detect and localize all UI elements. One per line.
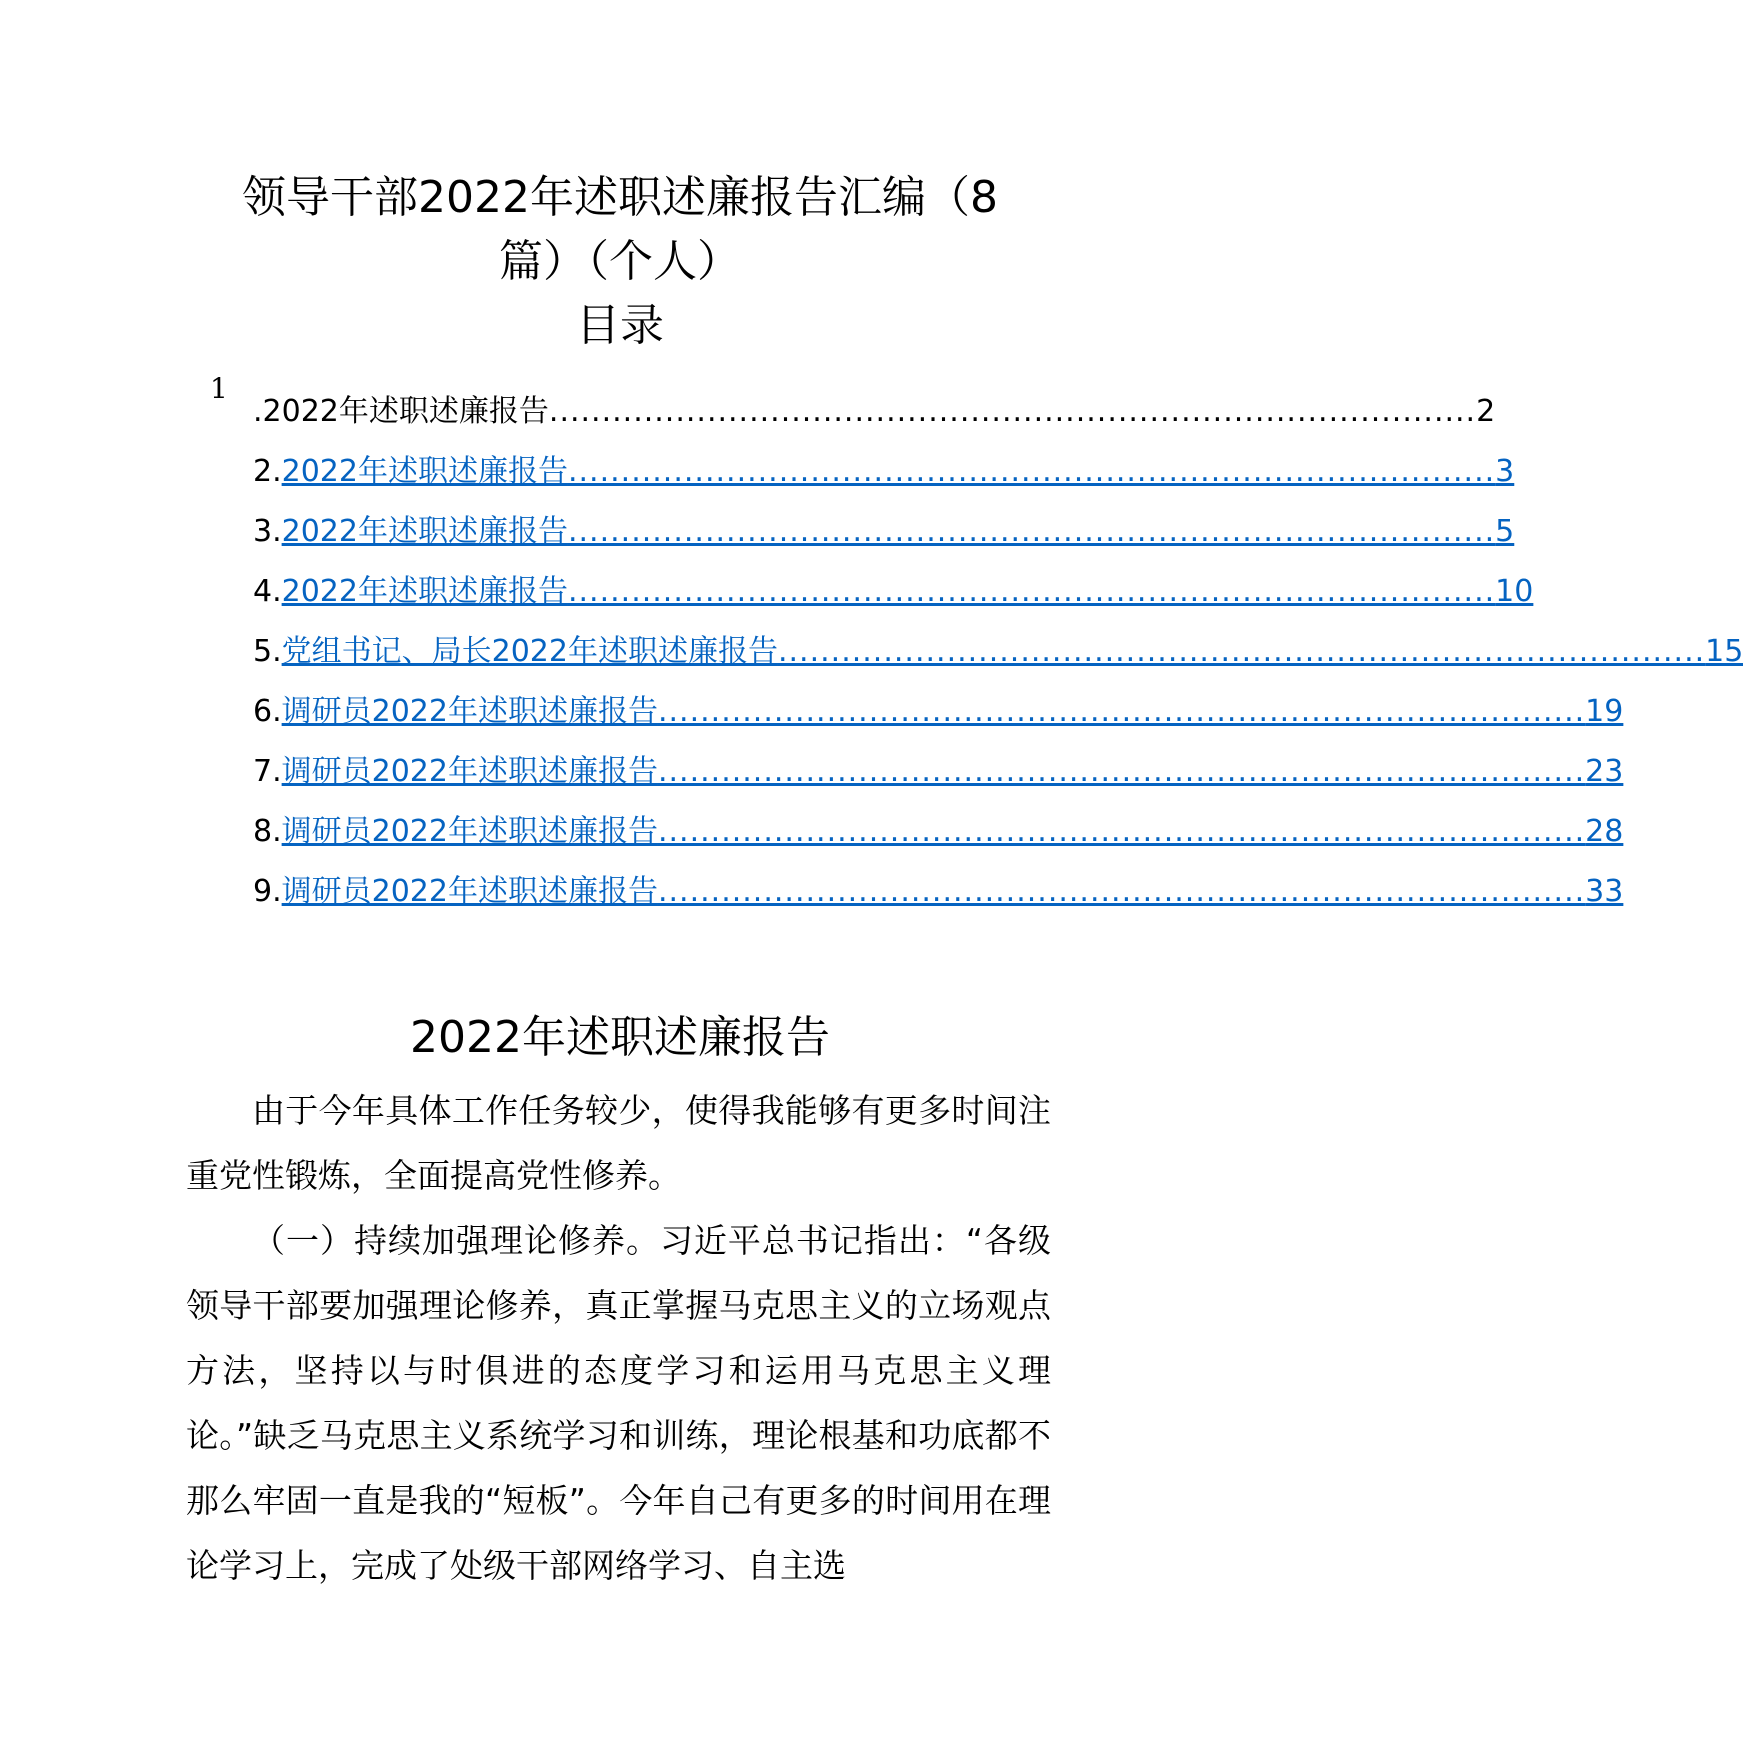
toc-entry-page[interactable]: 23 <box>1585 754 1624 789</box>
document-title-line2: 篇）（个人） <box>499 236 741 287</box>
toc-leader-dots: ........................................................................................ <box>548 394 1477 429</box>
toc-entry[interactable] <box>253 632 1743 672</box>
toc-entry-number: 8. <box>253 814 282 849</box>
toc-entry-number: . <box>253 394 263 429</box>
toc-entry-number: 6. <box>253 694 282 729</box>
toc-entry <box>253 392 1496 432</box>
toc-entry-page[interactable]: 10 <box>1495 574 1534 609</box>
toc-leader-dots: ........................................................................................ <box>567 514 1496 549</box>
toc-leader-dots: ........................................................................................ <box>777 634 1706 669</box>
toc-leader-dots: ........................................................................................ <box>657 814 1586 849</box>
toc-entry-page[interactable]: 3 <box>1495 454 1515 489</box>
toc-entry[interactable] <box>253 812 1624 852</box>
toc-leader-dots: ........................................................................................ <box>567 574 1496 609</box>
toc-entry[interactable] <box>253 572 1534 612</box>
toc-entry-label: 2022年述职述廉报告 <box>262 394 549 429</box>
section-title: 2022年述职述廉报告 <box>410 1012 830 1063</box>
toc-page-marker: 1 <box>210 372 228 405</box>
toc-entry-number: 2. <box>253 454 282 489</box>
toc-entry-page[interactable]: 33 <box>1585 874 1624 909</box>
toc-leader-dots: ........................................................................................ <box>567 454 1496 489</box>
toc-entry-page: 2 <box>1476 394 1496 429</box>
toc-entry-label[interactable]: 调研员2022年述职述廉报告 <box>281 814 658 849</box>
toc-entry-number: 4. <box>253 574 282 609</box>
toc-entry[interactable] <box>253 452 1515 492</box>
toc-leader-dots: ........................................................................................ <box>657 694 1586 729</box>
toc-entry-number: 3. <box>253 514 282 549</box>
toc-entry[interactable] <box>253 872 1624 912</box>
toc-entry-label[interactable]: 调研员2022年述职述廉报告 <box>281 874 658 909</box>
toc-leader-dots: ........................................................................................ <box>657 874 1586 909</box>
toc-heading: 目录 <box>576 300 664 351</box>
toc-leader-dots: ........................................................................................ <box>657 754 1586 789</box>
toc-entry-number: 5. <box>253 634 282 669</box>
toc-entry-page[interactable]: 19 <box>1585 694 1624 729</box>
toc-entry-label[interactable]: 2022年述职述廉报告 <box>281 574 568 609</box>
toc-entry[interactable] <box>253 692 1624 732</box>
toc-entry-label[interactable]: 党组书记、局长2022年述职述廉报告 <box>281 634 778 669</box>
toc-entry-label[interactable]: 调研员2022年述职述廉报告 <box>281 754 658 789</box>
toc-entry-page[interactable]: 28 <box>1585 814 1624 849</box>
document-title-line1: 领导干部2022年述职述廉报告汇编（8 <box>242 172 998 223</box>
body-paragraph-2: （一）持续加强理论修养。习近平总书记指出：“各级领导干部要加强理论修养，真正掌握马克思主义的立场观点方法，坚持以与时俱进的态度学习和运用马克思主义理论。”缺乏马克思主义系统学习和训练，理论根基和功底都不那么牢固一直是我的“短板”。今年自己有更多的时间用在理论学习上，完成了处级干部网络学习、自主选 <box>186 1221 1051 1585</box>
toc-entry-number: 9. <box>253 874 282 909</box>
body-paragraph-1: 由于今年具体工作任务较少，使得我能够有更多时间注重党性锻炼，全面提高党性修养。 <box>186 1091 1051 1195</box>
toc-entry-page[interactable]: 15 <box>1705 634 1743 669</box>
toc-entry-label[interactable]: 2022年述职述廉报告 <box>281 454 568 489</box>
toc-entry[interactable] <box>253 512 1515 552</box>
toc-entry-number: 7. <box>253 754 282 789</box>
toc-entry-label[interactable]: 2022年述职述廉报告 <box>281 514 568 549</box>
toc-entry-label[interactable]: 调研员2022年述职述廉报告 <box>281 694 658 729</box>
toc-entry[interactable] <box>253 752 1624 792</box>
toc-entry-page[interactable]: 5 <box>1495 514 1515 549</box>
